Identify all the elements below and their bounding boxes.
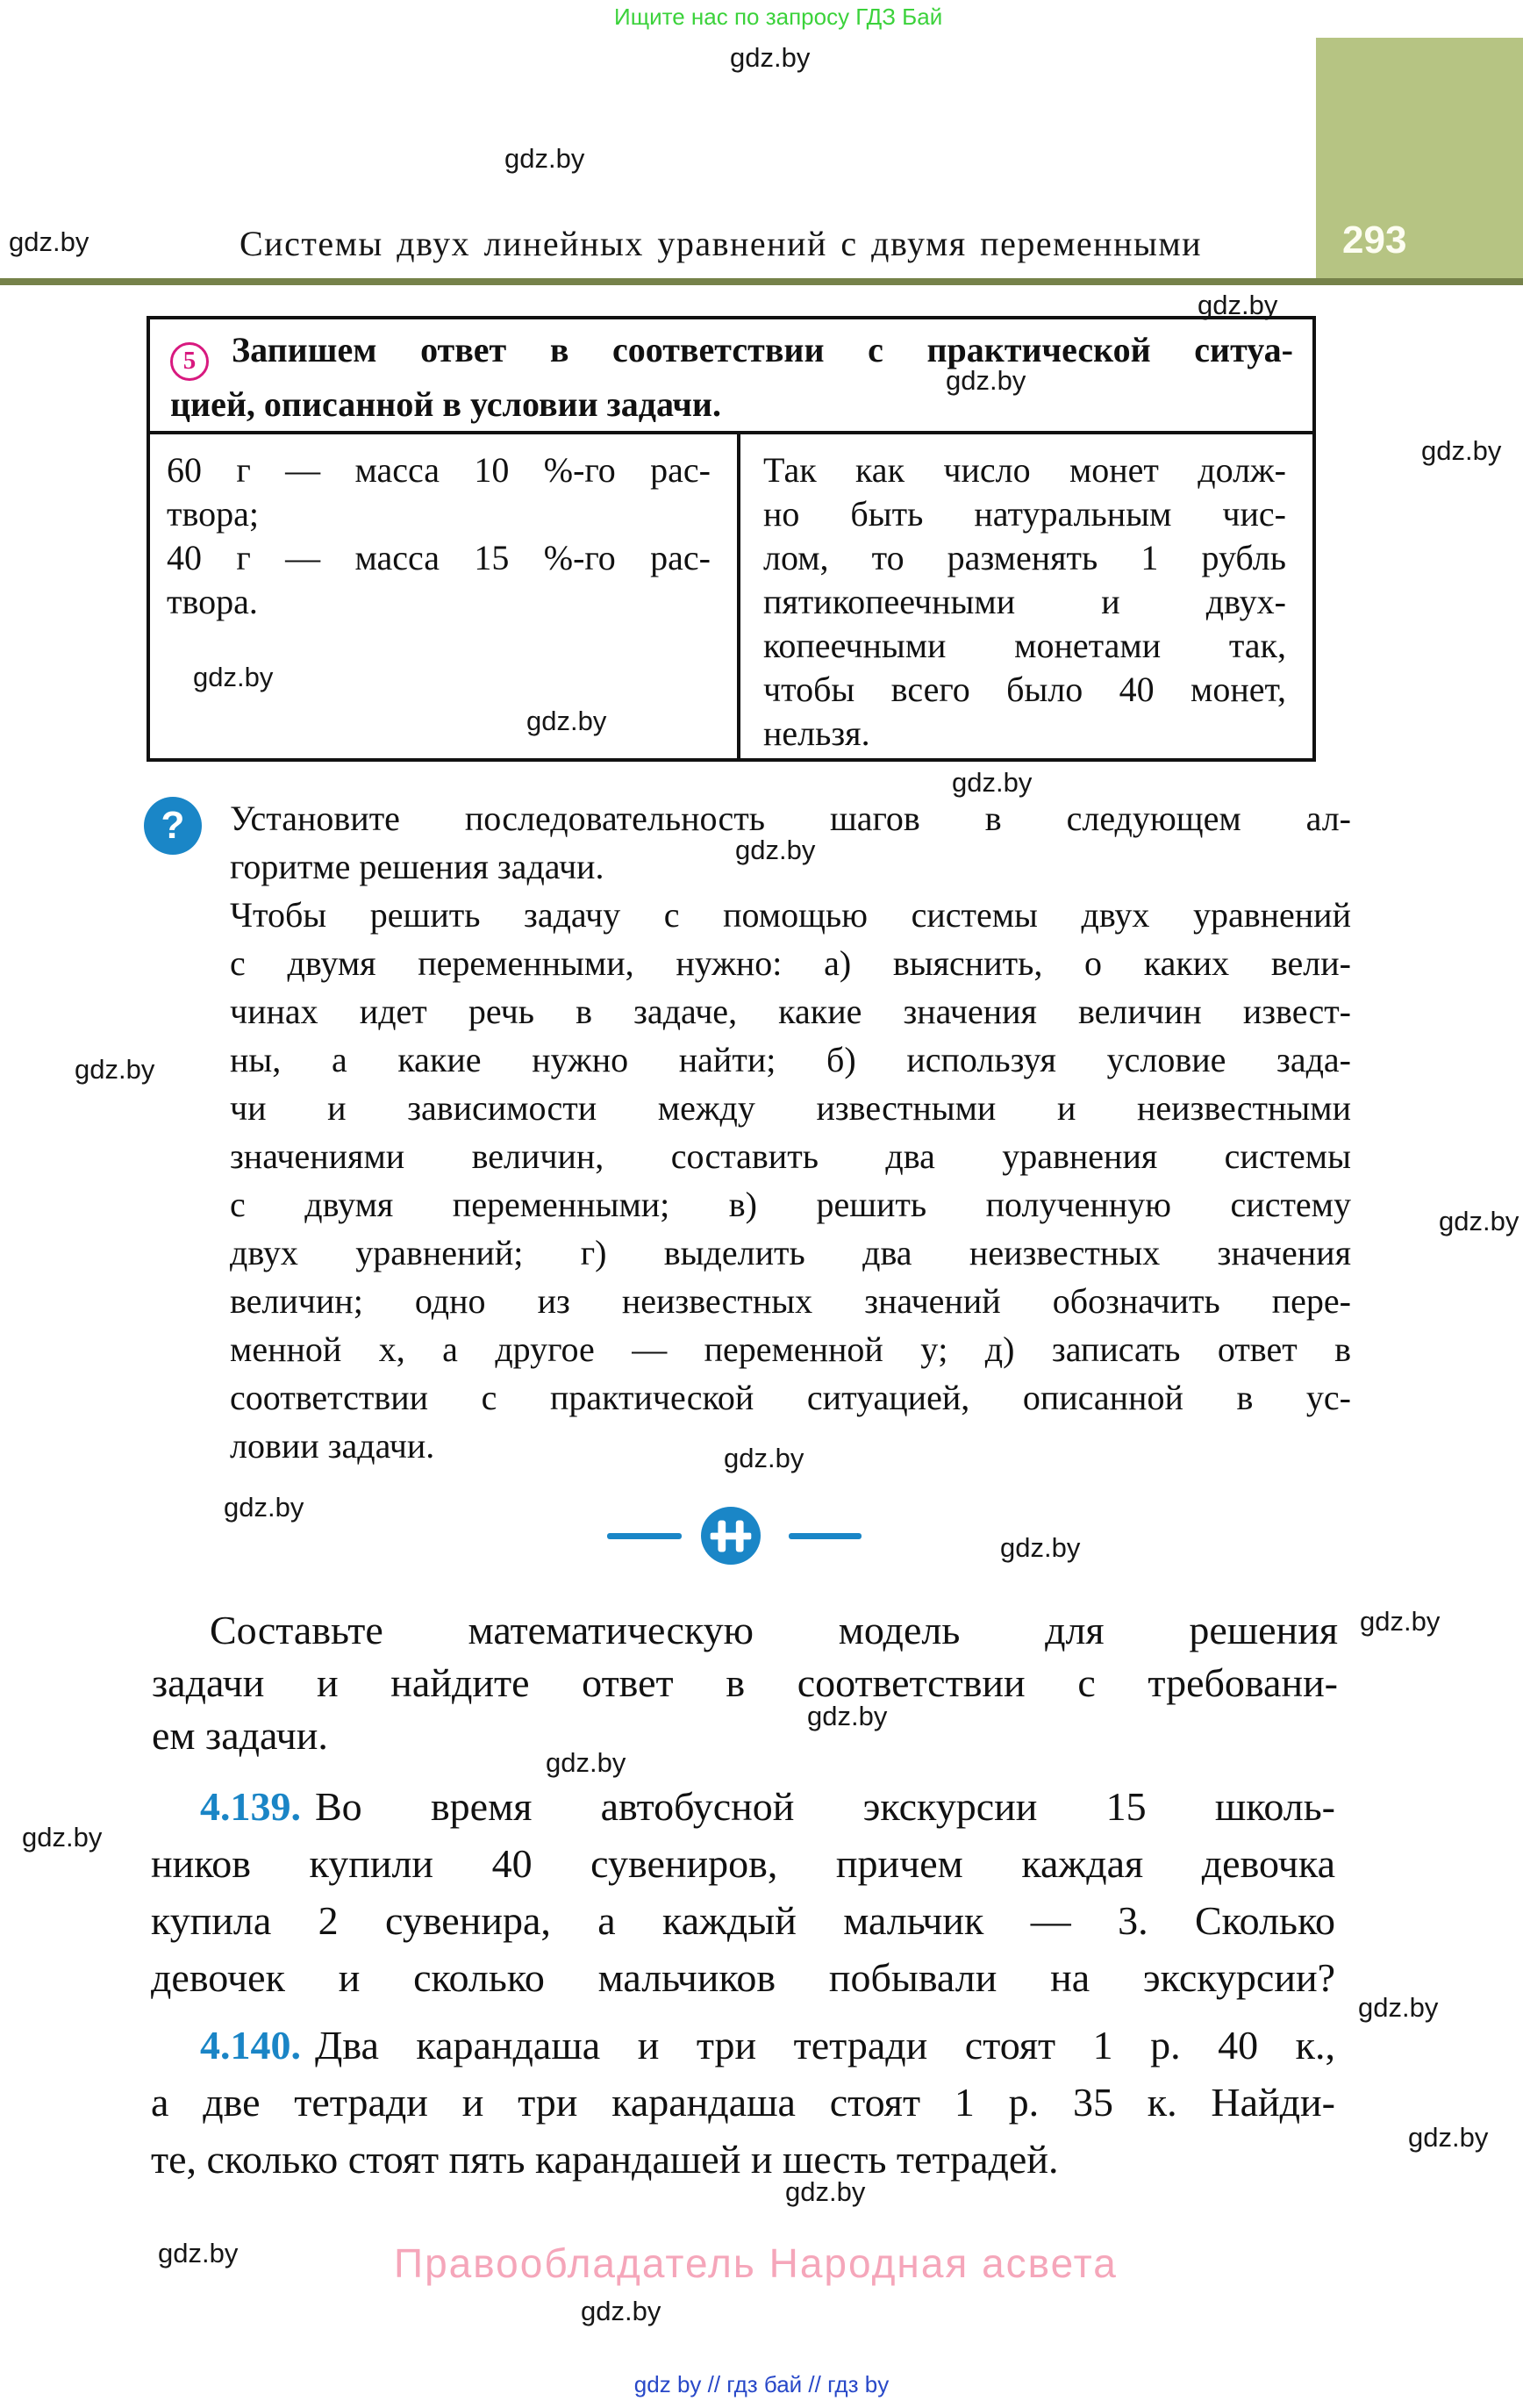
text-line: пятикопеечными и двух- (763, 582, 1286, 621)
text-line: с двумя переменными, нужно: а) выяснить, о каких вели- (230, 943, 1351, 983)
text-line: значениями величин, составить два уравнения системы (230, 1136, 1351, 1176)
divider-line-left (607, 1533, 682, 1539)
text-line: твора. (167, 582, 258, 621)
gdz-watermark: gdz.by (785, 2176, 866, 2207)
text-line: чтобы всего было 40 монет, (763, 670, 1286, 709)
step-number-badge: 5 (170, 342, 209, 381)
gdz-watermark: gdz.by (22, 1822, 103, 1853)
text-line: лом, то разменять 1 рубль (763, 538, 1286, 577)
text-line: но быть натуральным чис- (763, 494, 1286, 534)
step-title-line (170, 326, 1293, 381)
gdz-watermark: gdz.by (735, 835, 816, 865)
text-line: Составьте математическую модель для решения (210, 1608, 1338, 1652)
gdz-watermark: gdz.by (1358, 1992, 1439, 2023)
text-line: цией, описанной в условии задачи. (170, 383, 721, 424)
footer-links[interactable]: gdz by // гдз бай // гдз by (633, 2371, 890, 2397)
gdz-watermark: gdz.by (504, 143, 585, 174)
problem-4139 (151, 1778, 1335, 2006)
solution-step-box (147, 316, 1316, 762)
text-line: величин; одно из неизвестных значений обозначить пере- (230, 1281, 1351, 1321)
step-title (150, 319, 1312, 434)
gdz-watermark: gdz.by (526, 706, 607, 736)
text-line: Установите последовательность шагов в следующем ал- (230, 799, 1351, 838)
gdz-watermark: gdz.by (1408, 2122, 1489, 2153)
chapter-title: Системы двух линейных уравнений с двумя переменными (240, 224, 1203, 263)
problem-text: Два карандаша и три тетради стоят 1 р. 40 к., (315, 2023, 1335, 2068)
gdz-watermark: gdz.by (158, 2238, 239, 2268)
text-line: ны, а какие нужно найти; б) используя условие зада- (230, 1040, 1351, 1079)
gdz-watermark: gdz.by (724, 1443, 804, 1473)
search-promo-text: Ищите нас по запросу ГДЗ Бай (614, 4, 943, 30)
gdz-watermark: gdz.by (1000, 1532, 1081, 1563)
gdz-watermark: gdz.by (75, 1054, 155, 1085)
text-line: копеечными монетами так, (763, 626, 1286, 665)
page-number: 293 (1342, 219, 1407, 262)
text-line: ем задачи. (152, 1713, 328, 1758)
gdz-watermark: gdz.by (952, 767, 1033, 798)
gdz-watermark: gdz.by (193, 662, 274, 692)
section-divider (579, 1502, 886, 1569)
gdz-watermark: gdz.by (546, 1747, 626, 1778)
text-line: ников купили 40 сувениров, причем каждая девочка (151, 1841, 1335, 1886)
step-title-text: Запишем ответ в соответствии с практической ситуа- (232, 330, 1293, 369)
gdz-watermark: gdz.by (807, 1701, 888, 1731)
solution-left-column (150, 434, 740, 762)
problem-text: Во время автобусной экскурсии 15 школь- (315, 1784, 1335, 1829)
gdz-watermark: gdz.by (1360, 1606, 1441, 1637)
text-line: задачи и найдите ответ в соответствии с требовани- (152, 1660, 1338, 1705)
text-line: 40 г — масса 15 %-го рас- (167, 538, 711, 577)
gdz-watermark: gdz.by (224, 1492, 304, 1523)
text-line: купила 2 сувенира, а каждый мальчик — 3. Сколько (151, 1898, 1335, 1943)
copyright-notice: Правообладатель Народная асвета (394, 2240, 1118, 2286)
solution-right-column (740, 434, 1312, 762)
problem-first-line (151, 2017, 1335, 2074)
problem-number: 4.140. (200, 2023, 301, 2068)
text-line: чинах идет речь в задаче, какие значения величин извест- (230, 992, 1351, 1031)
text-line: менной x, а другое — переменной y; д) записать ответ в (230, 1329, 1351, 1369)
text-line: девочек и сколько мальчиков побывали на экскурсии? (151, 1955, 1335, 2000)
text-line: горитме решения задачи. (230, 847, 604, 886)
divider-line-right (789, 1533, 862, 1539)
text-line: а две тетради и три карандаша стоят 1 р. 35 к. Найди- (151, 2080, 1335, 2125)
text-line: Так как число монет долж- (763, 450, 1286, 490)
text-line: 60 г — масса 10 %-го рас- (167, 450, 711, 490)
dumbbell-icon (700, 1506, 762, 1566)
gdz-watermark: gdz.by (1421, 435, 1502, 466)
text-line: с двумя переменными; в) решить полученную систему (230, 1185, 1351, 1224)
text-line: двух уравнений; г) выделить два неизвестных значения (230, 1233, 1351, 1272)
problem-4140 (151, 2017, 1335, 2188)
text-line: чи и зависимости между известными и неизвестными (230, 1088, 1351, 1128)
gdz-watermark: gdz.by (581, 2296, 661, 2326)
gdz-watermark: gdz.by (9, 226, 89, 257)
gdz-watermark: gdz.by (1198, 290, 1278, 320)
text-line: Чтобы решить задачу с помощью системы двух уравнений (230, 895, 1351, 935)
question-text (230, 794, 1351, 891)
problem-number: 4.139. (200, 1784, 301, 1829)
gdz-watermark: gdz.by (1439, 1206, 1519, 1236)
gdz-watermark: gdz.by (946, 365, 1026, 396)
page-number-box (1316, 38, 1523, 278)
text-line: нельзя. (763, 713, 870, 753)
header-rule (0, 278, 1523, 285)
problem-first-line (151, 1778, 1335, 1835)
algorithm-paragraph (230, 891, 1351, 1470)
text-line: те, сколько стоят пять карандашей и шесть тетрадей. (151, 2137, 1059, 2182)
text-line: твора; (167, 494, 259, 534)
text-line: ловии задачи. (230, 1426, 435, 1466)
gdz-watermark: gdz.by (730, 42, 811, 73)
step-box-columns (150, 434, 1312, 762)
exercise-intro-paragraph (152, 1604, 1338, 1762)
text-line: соответствии с практической ситуацией, описанной в ус- (230, 1378, 1351, 1417)
question-mark-icon: ? (144, 797, 202, 855)
